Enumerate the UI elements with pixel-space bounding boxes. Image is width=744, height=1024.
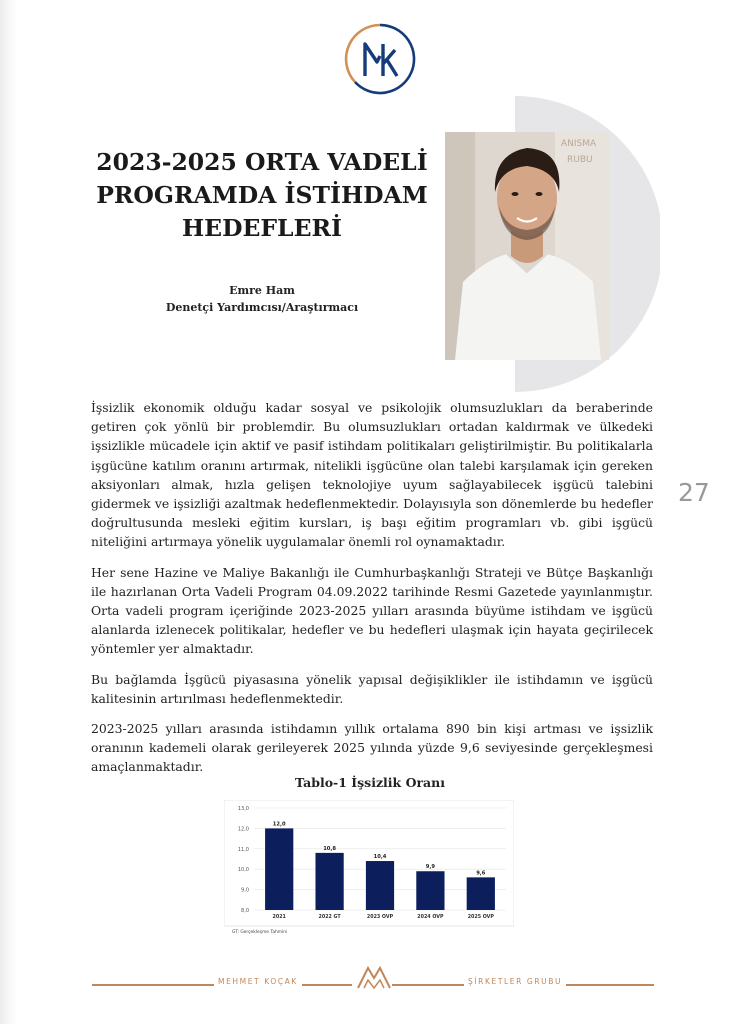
y-tick-label: 11,0 — [237, 846, 249, 853]
y-tick-label: 8,0 — [241, 908, 249, 914]
paragraph: Bu bağlamda İşgücü piyasasına yönelik yapısal değişiklikler ile istihdamın ve işgücü kalitesinin artırılması hedeflenmektedir. — [91, 671, 653, 706]
paragraph: Her sene Hazine ve Maliye Bakanlığı ile Cumhurbaşkanlığı Strateji ve Bütçe Başkanlığı ile hazırlanan Orta Vadeli Program 04.09.2022 tarihinde Resmi Gazetede yayınlanmıştır. Orta vadeli program içeriğinde 2023-2025 yılları arasında büyüme istihdam ve işgücü alanlarda izlenecek politikalar, hedefler ve bu hedefleri ulaşmak için hayata geçirilecek yöntemler yer almaktadır. — [91, 564, 653, 657]
title-line: HEDEFLERİ — [181, 214, 343, 242]
chart-footnote: GT: Gerçekleşme Tahmini — [232, 930, 288, 935]
author-role: Denetçi Yardımcısı/Araştırmacı — [165, 301, 359, 314]
author-block — [92, 282, 432, 316]
data-label: 9,9 — [425, 864, 436, 871]
author-photo — [445, 132, 609, 360]
bar — [315, 853, 343, 910]
footer-mountain-icon — [356, 962, 392, 990]
y-tick-label: 12,0 — [237, 826, 249, 833]
footer-right-text: ŞİRKETLER GRUBU — [464, 977, 566, 986]
bar — [467, 877, 495, 910]
chart-title: Tablo-1 İşsizlik Oranı — [295, 775, 445, 790]
paragraph: 2023-2025 yılları arasında istihdamın yıllık ortalama 890 bin kişi artması ve işsizlik oranının kademeli olarak gerileyerek 2025 yılında yüzde 9,6 seviyesinde gerçekleşmesi amaçlanmaktadır. — [91, 721, 653, 775]
data-label: 10,4 — [373, 854, 387, 861]
author-name: Emre Ham — [229, 284, 295, 297]
y-tick-label: 9,0 — [241, 887, 249, 894]
title-line: 2023-2025 ORTA VADELİ — [96, 148, 428, 176]
paragraph: İşsizlik ekonomik olduğu kadar sosyal ve psikolojik olumsuzlukları da beraberinde getiren çok yönlü bir problemdir. Bu olumsuzlukları ortadan kaldırmak ve ülkedeki işsizlikle mücadele için aktif ve pasif istihdam politikaları geliştirilmiştir. Bu politikalarla işgücüne katılım oranını artırmak, nitelikli işgücüne olan talebi karşılamak için gereken aksiyonları almak, hızla gelişen teknolojiye uyum sağlayabilecek işgücü talebini gidermek ve işsizliği azaltmak hedeflenmektedir. Dolayısıyla son dönemlerde bu hedefler doğrultusunda mesleki eğitim kursları, iş başı eğitim programları vb. gibi işgücü niteliğini artırmaya yönelik uygulamalar önemli rol oynamaktadır. — [91, 400, 653, 550]
data-label: 12,0 — [272, 821, 286, 828]
x-tick-label: 2025 OVP — [467, 915, 494, 920]
bar — [366, 861, 394, 910]
title-line: PROGRAMDA İSTİHDAM — [96, 181, 428, 209]
footer-left-text: MEHMET KOÇAK — [214, 977, 302, 986]
bar — [416, 871, 444, 910]
data-label: 10,8 — [323, 845, 337, 852]
unemployment-bar-chart — [224, 800, 514, 938]
photo-backdrop-text: ANISMA — [561, 139, 597, 149]
page-number: 27 — [678, 478, 710, 507]
data-label: 9,6 — [476, 870, 486, 877]
company-logo — [343, 22, 417, 96]
svg-text:RUBU: RUBU — [567, 155, 593, 165]
bar — [265, 828, 293, 910]
y-tick-label: 13,0 — [237, 806, 249, 812]
y-tick-label: 10,0 — [237, 867, 249, 874]
x-tick-label: 2021 — [272, 915, 286, 920]
page-footer — [92, 962, 654, 1002]
x-tick-label: 2023 OVP — [366, 915, 394, 920]
x-tick-label: 2022 GT — [318, 915, 341, 920]
x-tick-label: 2024 OVP — [417, 915, 444, 920]
article-body — [91, 398, 653, 788]
article-title — [92, 146, 432, 245]
